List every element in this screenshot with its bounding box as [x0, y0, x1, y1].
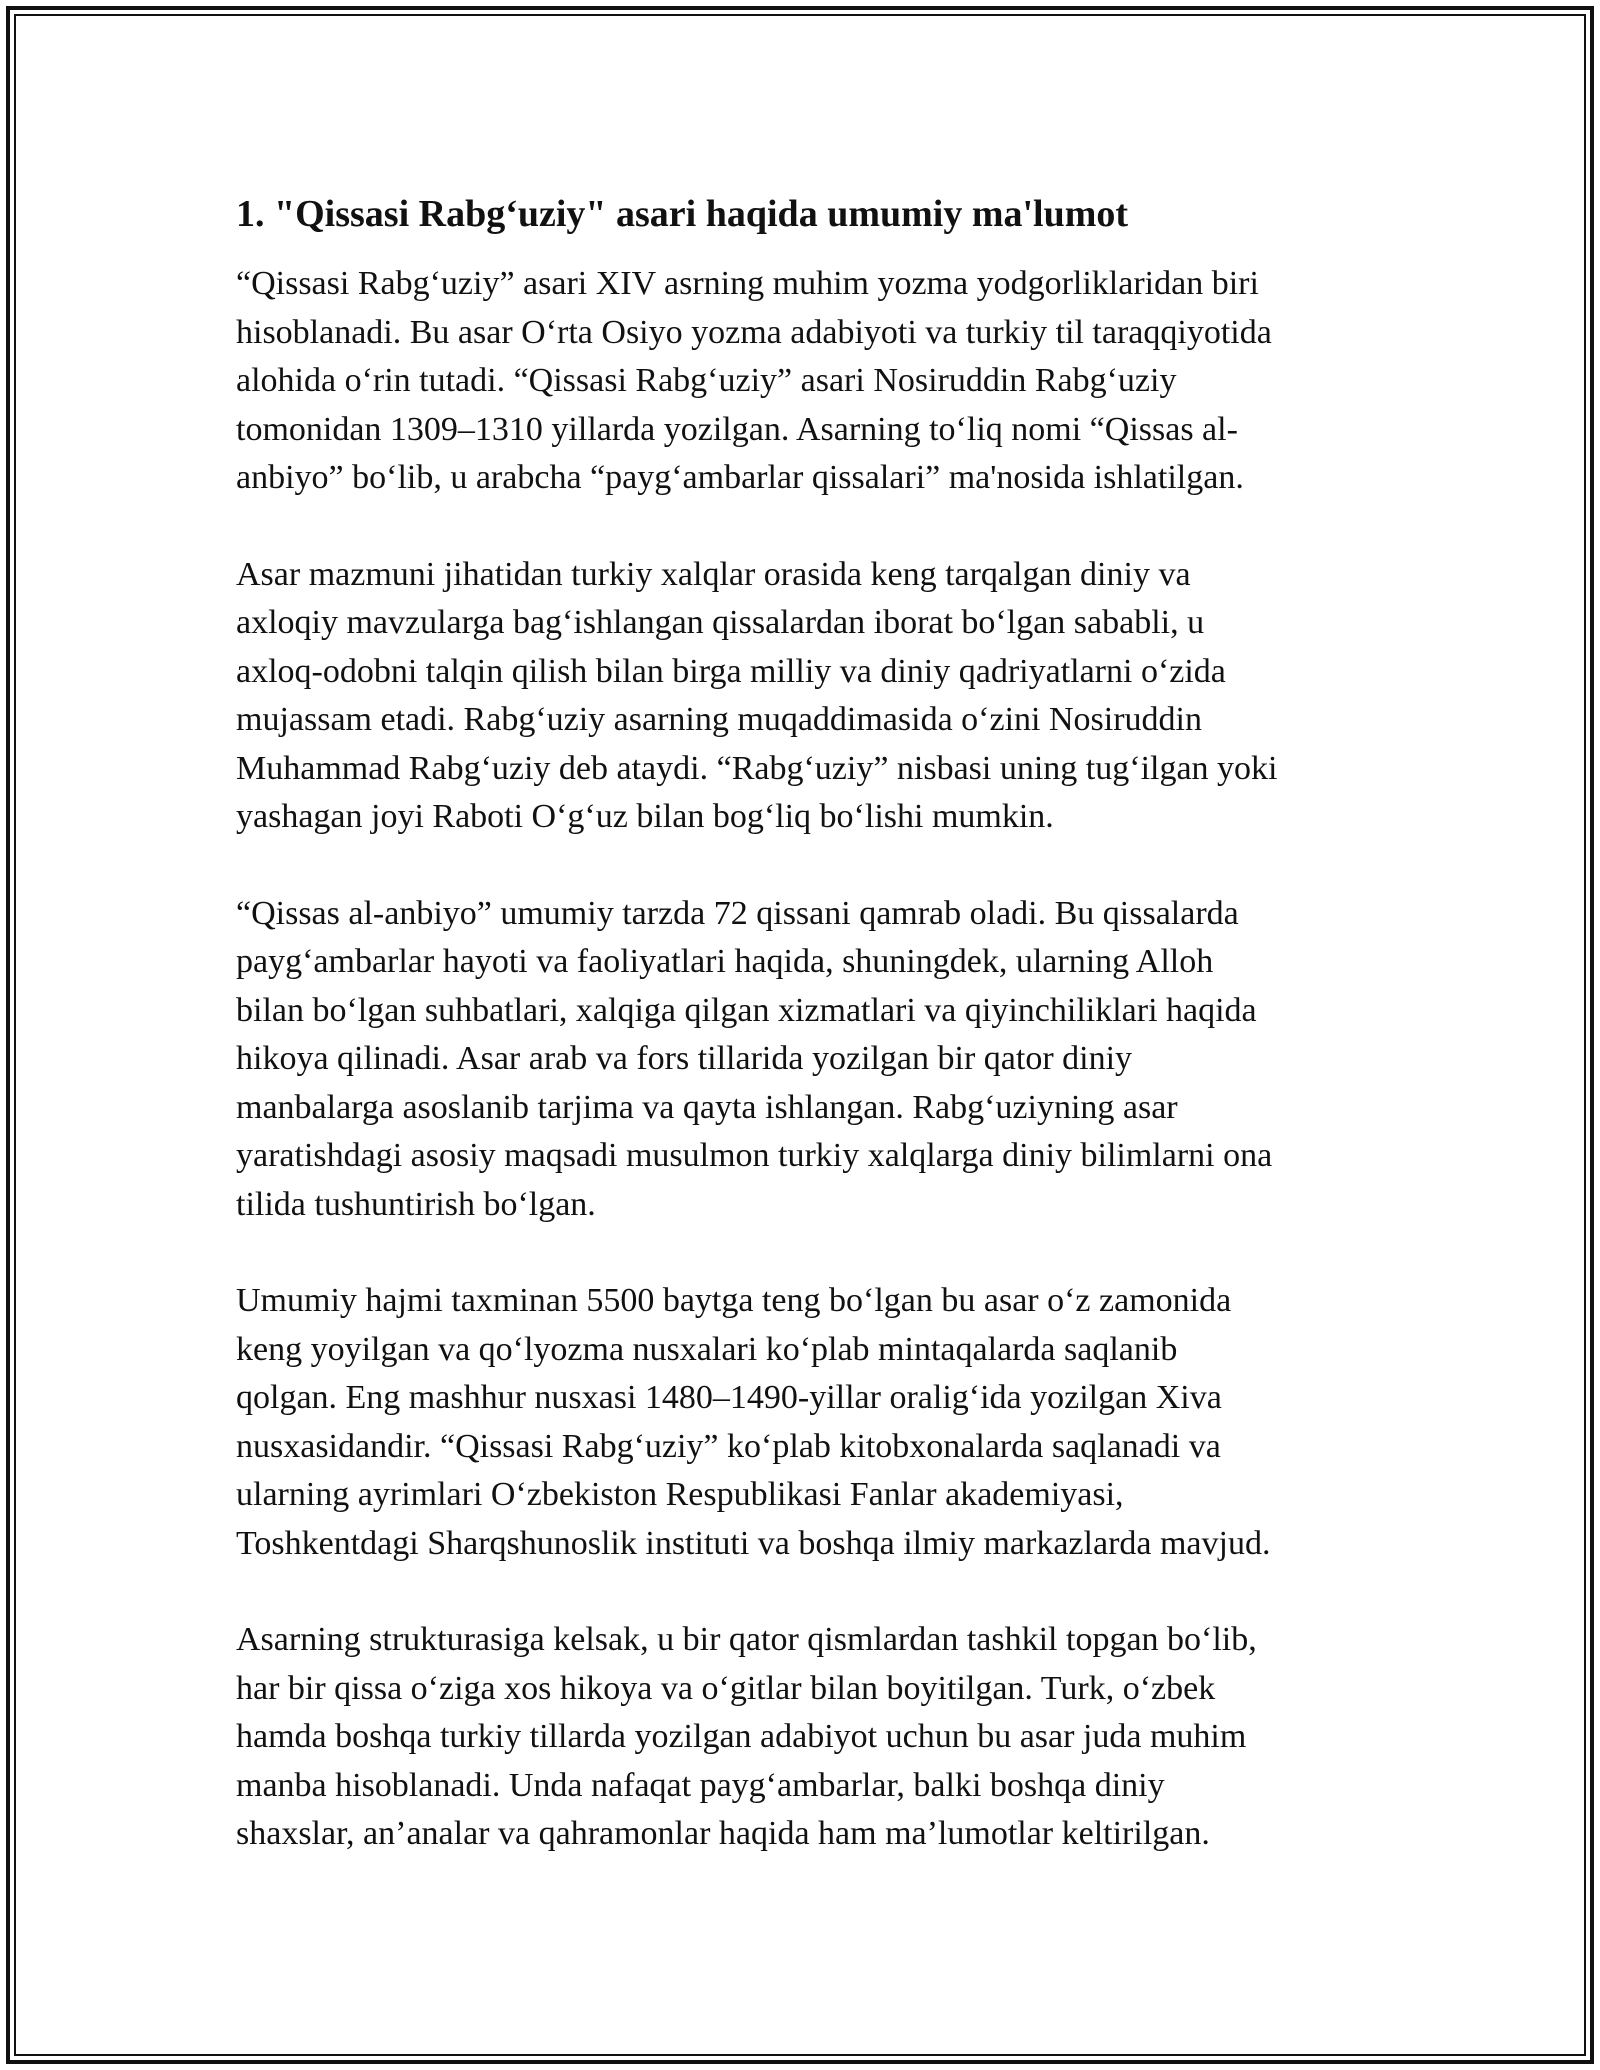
- text-line: nusxasidandir. “Qissasi Rabg‘uziy” ko‘plab kitobxonalarda saqlanadi va: [236, 1427, 1221, 1465]
- paragraph-3: [236, 890, 1366, 1230]
- text-line: axloqiy mavzularga bag‘ishlangan qissalardan iborat bo‘lgan sababli, u: [236, 604, 1205, 641]
- paragraph-1: [236, 260, 1366, 503]
- paragraph-5: [236, 1616, 1366, 1859]
- text-line: payg‘ambarlar hayoti va faoliyatlari haqida, shuningdek, ularning Alloh: [236, 943, 1214, 980]
- text-line: qolgan. Eng mashhur nusxasi 1480–1490-yillar oralig‘ida yozilgan Xiva: [236, 1379, 1222, 1416]
- paragraph-2: [236, 551, 1366, 842]
- text-line: tomonidan 1309–1310 yillarda yozilgan. Asarning to‘liq nomi “Qissas al-: [236, 410, 1238, 448]
- text-line: ularning ayrimlari O‘zbekiston Respublikasi Fanlar akademiyasi,: [236, 1476, 1124, 1513]
- text-line: Toshkentdagi Sharqshunoslik instituti va boshqa ilmiy markazlarda mavjud.: [236, 1524, 1271, 1562]
- text-line: hamda boshqa turkiy tillarda yozilgan adabiyot uchun bu asar juda muhim: [236, 1718, 1247, 1755]
- text-line: Asar mazmuni jihatidan turkiy xalqlar orasida keng tarqalgan diniy va: [236, 555, 1191, 593]
- text-line: anbiyo” bo‘lib, u arabcha “payg‘ambarlar qissalari” ma'nosida ishlatilgan.: [236, 459, 1244, 496]
- document-body: [236, 188, 1366, 1907]
- text-line: axloq-odobni talqin qilish bilan birga milliy va diniy qadriyatlarni o‘zida: [236, 652, 1226, 690]
- text-line: manba hisoblanadi. Unda nafaqat payg‘ambarlar, balki boshqa diniy: [236, 1766, 1165, 1804]
- text-line: Umumiy hajmi taxminan 5500 baytga teng bo‘lgan bu asar o‘z zamonida: [236, 1282, 1232, 1319]
- paragraph-4: [236, 1277, 1366, 1568]
- text-line: yaratishdagi asosiy maqsadi musulmon turkiy xalqlarga diniy bilimlarni ona: [236, 1137, 1273, 1174]
- section-heading: 1. "Qissasi Rabg‘uziy" asari haqida umumiy ma'lumot: [236, 193, 1129, 235]
- text-line: shaxslar, an’analar va qahramonlar haqida ham ma’lumotlar keltirilgan.: [236, 1815, 1210, 1852]
- text-line: alohida o‘rin tutadi. “Qissasi Rabg‘uziy” asari Nosiruddin Rabg‘uziy: [236, 362, 1177, 399]
- text-line: hisoblanadi. Bu asar O‘rta Osiyo yozma adabiyoti va turkiy til taraqqiyotida: [236, 313, 1272, 351]
- text-line: har bir qissa o‘ziga xos hikoya va o‘gitlar bilan boyitilgan. Turk, o‘zbek: [236, 1669, 1216, 1707]
- text-line: manbalarga asoslanib tarjima va qayta ishlangan. Rabg‘uziyning asar: [236, 1088, 1178, 1126]
- text-line: tilida tushuntirish bo‘lgan.: [236, 1185, 596, 1223]
- text-line: Muhammad Rabg‘uziy deb ataydi. “Rabg‘uziy” nisbasi uning tug‘ilgan yoki: [236, 749, 1278, 787]
- text-line: “Qissas al-anbiyo” umumiy tarzda 72 qissani qamrab oladi. Bu qissalarda: [236, 894, 1239, 932]
- text-line: yashagan joyi Raboti O‘g‘uz bilan bog‘liq bo‘lishi mumkin.: [236, 798, 1054, 835]
- text-line: mujassam etadi. Rabg‘uziy asarning muqaddimasida o‘zini Nosiruddin: [236, 701, 1202, 738]
- text-line: keng yoyilgan va qo‘lyozma nusxalari ko‘plab mintaqalarda saqlanib: [236, 1330, 1178, 1368]
- text-line: Asarning strukturasiga kelsak, u bir qator qismlardan tashkil topgan bo‘lib,: [236, 1621, 1257, 1658]
- text-line: “Qissasi Rabg‘uziy” asari XIV asrning muhim yozma yodgorliklaridan biri: [236, 265, 1259, 302]
- text-line: hikoya qilinadi. Asar arab va fors tillarida yozilgan bir qator diniy: [236, 1040, 1133, 1077]
- text-line: bilan bo‘lgan suhbatlari, xalqiga qilgan xizmatlari va qiyinchiliklari haqida: [236, 991, 1257, 1029]
